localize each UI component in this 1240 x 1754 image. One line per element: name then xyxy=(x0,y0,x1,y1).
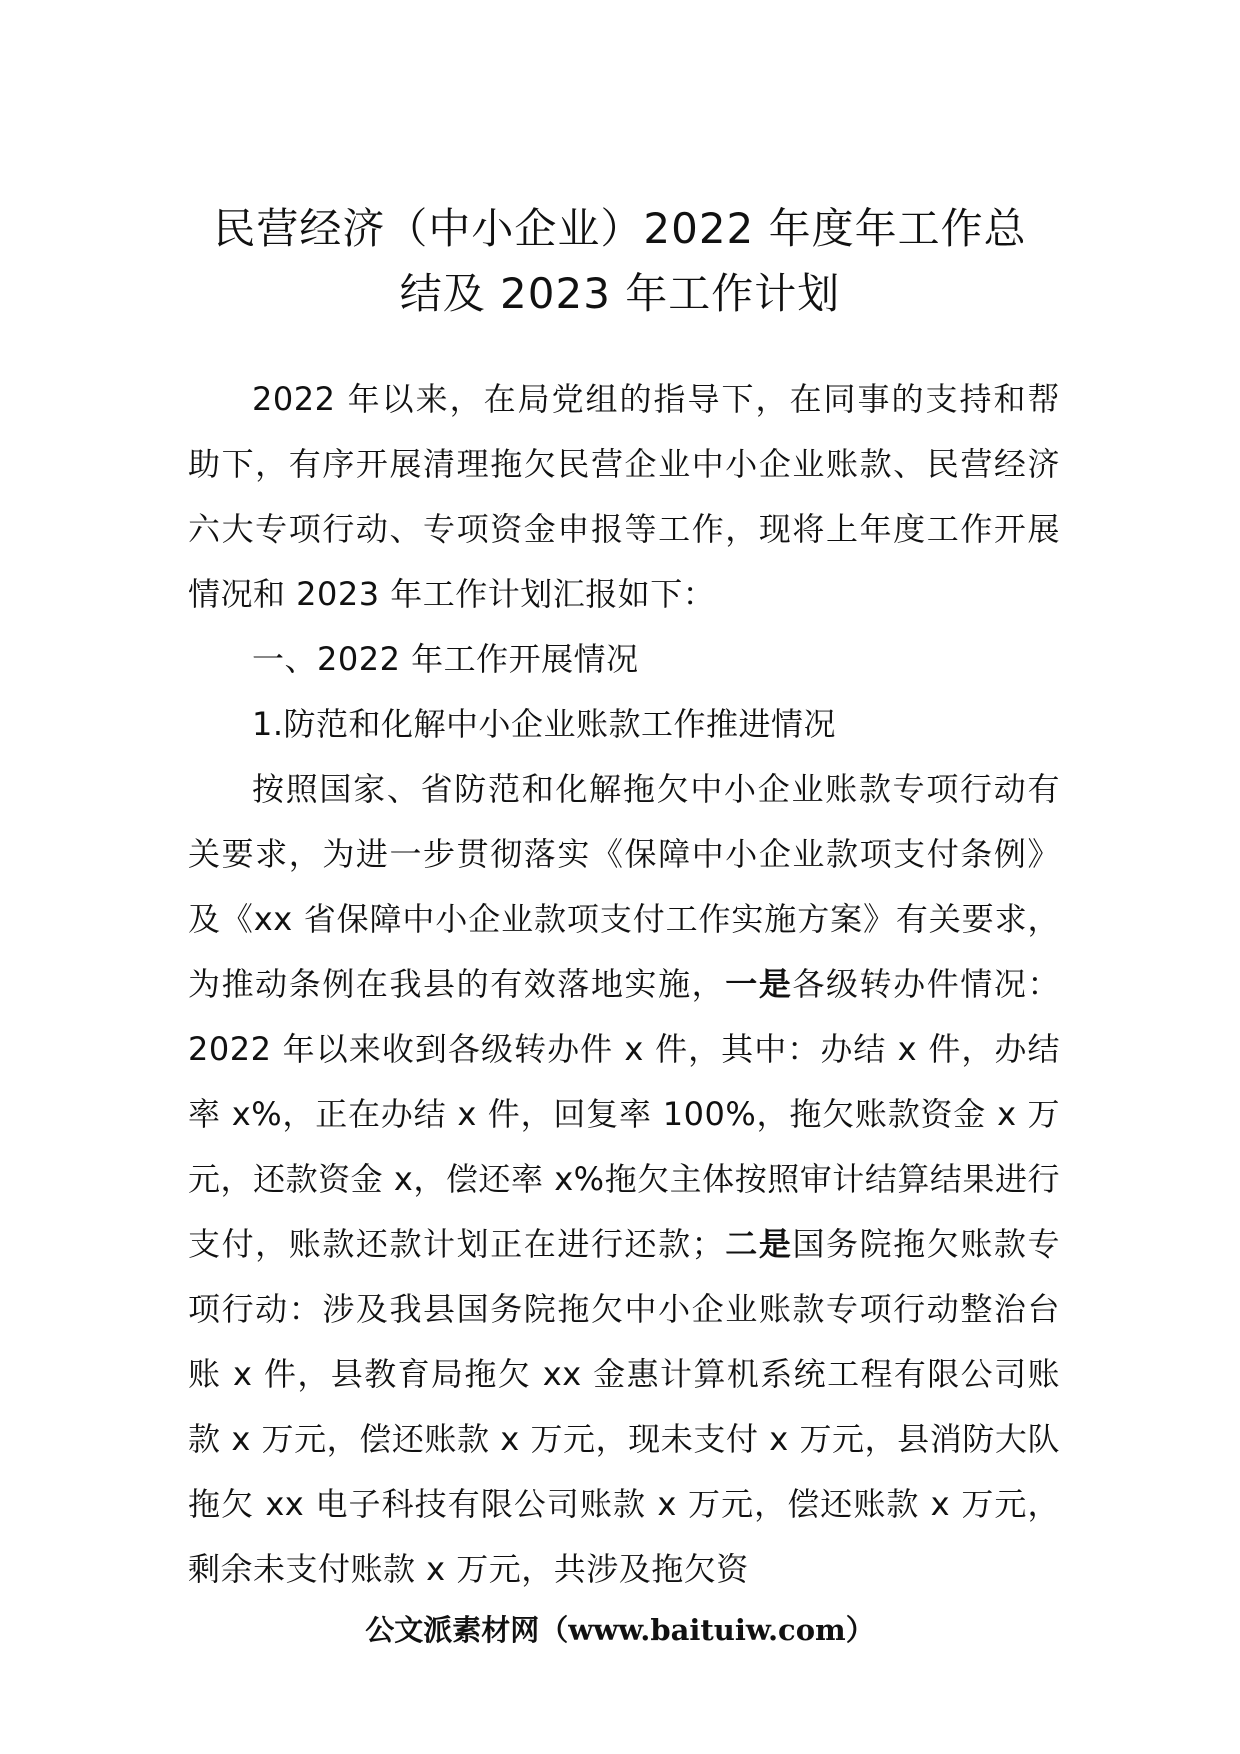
section-heading: 一、2022 年工作开展情况 xyxy=(252,640,639,678)
document-title xyxy=(130,196,1110,326)
intro-paragraph: 2022 年以来，在局党组的指导下，在同事的支持和帮助下，有序开展清理拖欠民营企业中小企业账款、民营经济六大专项行动、专项资金申报等工作，现将上年度工作开展情况和 2023 年工作计划汇报如下： xyxy=(188,380,1060,613)
document-body xyxy=(188,367,1060,1602)
bold-marker-second: 二是 xyxy=(724,1225,793,1263)
bold-marker-first: 一是 xyxy=(725,965,793,1003)
title-line-1: 民营经济（中小企业）2022 年度年工作总 xyxy=(213,204,1027,253)
main-paragraph-part-2: 各级转办件情况：2022 年以来收到各级转办件 x 件，其中：办结 x 件，办结率 x%，正在办结 x 件，回复率 100%，拖欠账款资金 x 万元，还款资金 x，偿还率 x%拖欠主体按照审计结算结果进行支付，账款还款计划正在进行还款； xyxy=(188,965,1060,1263)
subsection-heading: 1.防范和化解中小企业账款工作推进情况 xyxy=(252,705,837,743)
main-paragraph-part-1: 按照国家、省防范和化解拖欠中小企业账款专项行动有关要求，为进一步贯彻落实《保障中小企业款项支付条例》及《xx 省保障中小企业款项支付工作实施方案》有关要求，为推动条例在我县的有效落地实施， xyxy=(188,770,1060,1003)
title-line-2: 结及 2023 年工作计划 xyxy=(399,269,841,318)
footer-source: 公文派素材网（www.baituiw.com） xyxy=(365,1613,875,1647)
main-paragraph-part-3: 国务院拖欠账款专项行动：涉及我县国务院拖欠中小企业账款专项行动整治台账 x 件，县教育局拖欠 xx 金惠计算机系统工程有限公司账款 x 万元，偿还账款 x 万元，现未支付 x 万元，县消防大队拖欠 xx 电子科技有限公司账款 x 万元，偿还账款 x 万元，剩余未支付账款 x 万元，共涉及拖欠资 xyxy=(188,1225,1060,1588)
main-paragraph xyxy=(188,757,1060,1602)
